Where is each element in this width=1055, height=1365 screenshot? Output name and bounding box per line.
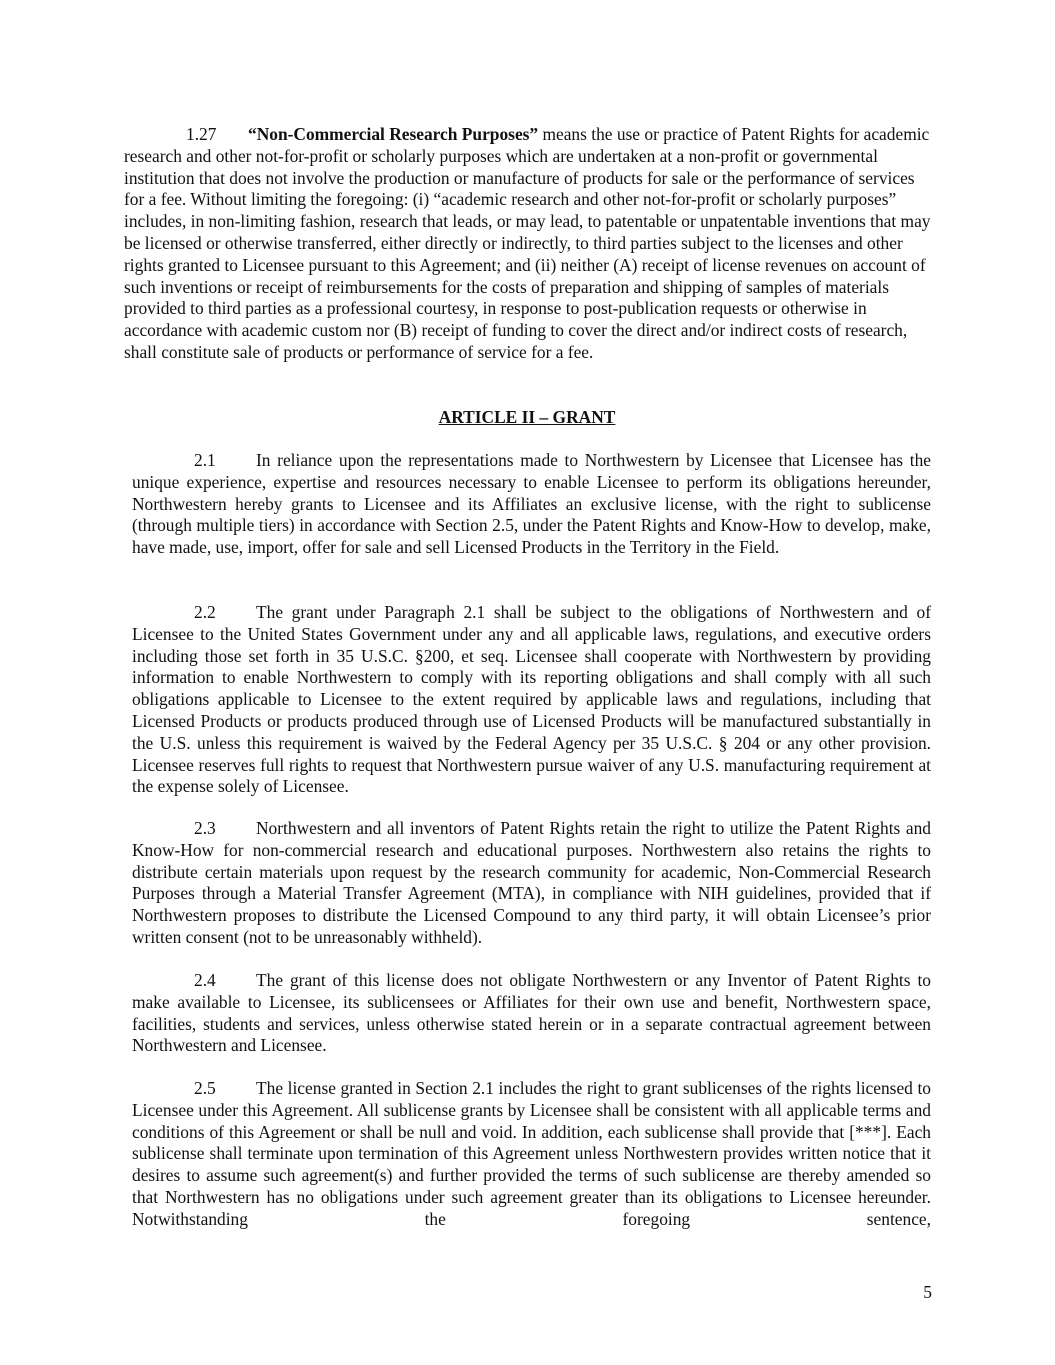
section-number: 2.1 <box>194 450 216 470</box>
section-number: 2.5 <box>194 1078 216 1098</box>
section-2-5 <box>132 1078 931 1231</box>
section-number: 2.3 <box>194 818 216 838</box>
section-1-27 <box>124 124 936 364</box>
section-text: The license granted in Section 2.1 includes the right to grant sublicenses of the rights licensed to Licensee under this Agreement. All sublicense grants by Licensee shall be consistent with all applicable terms and conditions of this Agreement or shall be null and void. In addition, each sublicense shall provide that [***]. Each sublicense shall terminate upon termination of this Agreement unless Northwestern provides written notice that it desires to assume such agreement(s) and further provided the terms of such sublicense are thereby amended so that Northwestern has no obligations under such agreement greater than its obligations to Licensee hereunder. Notwithstanding the foregoing sentence, <box>132 1078 931 1229</box>
section-text: In reliance upon the representations made to Northwestern by Licensee that Licensee has the unique experience, expertise and resources necessary to enable Licensee to perform its obligations hereunder, Northwestern hereby grants to Licensee and its Affiliates an exclusive license, with the right to sublicense (through multiple tiers) in accordance with Section 2.5, under the Patent Rights and Know-How to develop, make, have made, use, import, offer for sale and sell Licensed Products in the Territory in the Field. <box>132 450 931 558</box>
section-text: The grant under Paragraph 2.1 shall be subject to the obligations of Northwestern and of Licensee to the United States Government under any and all applicable laws, regulations, and executive orders including those set forth in 35 U.S.C. §200, et seq. Licensee shall cooperate with Northwestern by providing information to enable Northwestern to comply with its reporting obligations and shall comply with all such obligations applicable to Licensee to the extent required by applicable laws and regulations, including that Licensed Products or products produced through use of Licensed Products will be manufactured substantially in the U.S. unless this requirement is waived by the Federal Agency per 35 U.S.C. § 204 or any other provision. Licensee reserves full rights to request that Northwestern pursue waiver of any U.S. manufacturing requirement at the expense solely of Licensee. <box>132 602 931 797</box>
section-text: means the use or practice of Patent Rights for academic research and other not-for-profit or scholarly purposes which are undertaken at a non-profit or governmental institution that does not involve the production or manufacture of products for sale or the performance of services for a fee. Without limiting the foregoing: (i) “academic research and other not-for-profit or scholarly purposes” includes, in non-limiting fashion, research that leads, or may lead, to patentable or unpatentable inventions that may be licensed or otherwise transferred, either directly or indirectly, to third parties subject to the licenses and other rights granted to Licensee pursuant to this Agreement; and (ii) neither (A) receipt of license revenues on account of such inventions or receipt of reimbursements for the costs of preparation and shipping of samples of materials provided to third parties as a professional courtesy, in response to post-publication requests or otherwise in accordance with academic custom nor (B) receipt of funding to cover the direct and/or indirect costs of research, shall constitute sale of products or performance of service for a fee. <box>124 124 931 362</box>
section-2-2 <box>132 602 931 798</box>
section-number: 2.4 <box>194 970 216 990</box>
page-number: 5 <box>923 1282 932 1302</box>
defined-term: “Non-Commercial Research Purposes” <box>248 124 539 144</box>
section-text: Northwestern and all inventors of Patent Rights retain the right to utilize the Patent Rights and Know-How for non-commercial research and educational purposes. Northwestern also retains the rights to distribute certain materials upon request by the research community for academic, Non-Commercial Research Purposes through a Material Transfer Agreement (MTA), in compliance with NIH guidelines, provided that if Northwestern proposes to distribute the Licensed Compound to any third party, it will obtain Licensee’s prior written consent (not to be unreasonably withheld). <box>132 818 931 947</box>
section-2-1 <box>132 450 931 559</box>
section-number: 1.27 <box>186 124 217 144</box>
section-2-4 <box>132 970 931 1057</box>
section-2-3 <box>132 818 931 949</box>
section-text: The grant of this license does not obligate Northwestern or any Inventor of Patent Rights to make available to Licensee, its sublicensees or Affiliates for their own use and benefit, Northwestern space, facilities, students and services, unless otherwise stated herein or in a separate contractual agreement between Northwestern and Licensee. <box>132 970 931 1056</box>
article-heading: ARTICLE II – GRANT <box>438 407 616 427</box>
section-number: 2.2 <box>194 602 216 622</box>
